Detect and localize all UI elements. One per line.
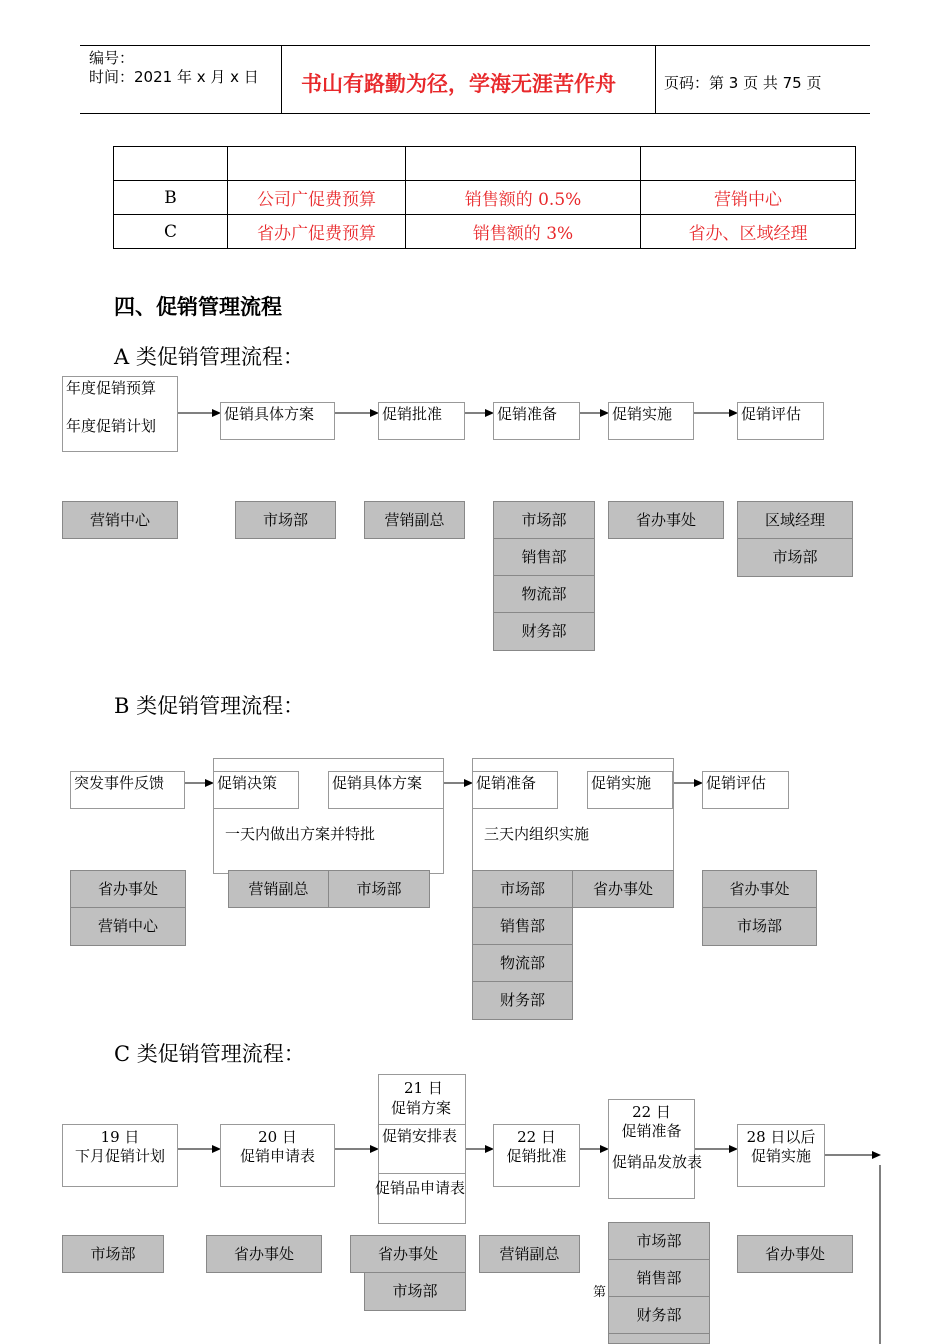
flow-c-step1-label: 下月促销计划 — [74, 1147, 165, 1165]
flow-c-dept: 市场部 — [364, 1272, 466, 1311]
flow-b-step-evaluate: 促销评估 — [702, 771, 789, 809]
flow-b-step-plan: 促销具体方案 — [328, 771, 444, 809]
flow-c-step5 — [608, 1099, 703, 1199]
flow-c-step5-bottom: 促销品发放表 — [612, 1153, 703, 1171]
section-title: 四、促销管理流程 — [114, 294, 282, 319]
flow-b-dept: 财务部 — [472, 981, 573, 1020]
flow-a-dept: 市场部 — [493, 501, 595, 539]
flow-c-dept: 省办事处 — [350, 1235, 466, 1273]
flow-c-step1 — [62, 1124, 178, 1187]
flow-b-title: B 类促销管理流程： — [114, 694, 305, 718]
flow-c-step3-mid: 促销安排表 — [378, 1124, 466, 1174]
header-motto: 书山有路勤为径，学海无涯苦作舟 — [301, 71, 616, 96]
table-cell: 省办广促费预算 — [228, 215, 406, 249]
flow-c-step3-bottom: 促销品申请表 — [375, 1179, 466, 1197]
flow-c-step6-day: 28 日以后 — [746, 1128, 816, 1146]
flow-a-dept: 营销副总 — [364, 501, 465, 539]
flow-c-step2-day: 20 日 — [258, 1128, 297, 1146]
flow-b-dept: 省办事处 — [70, 870, 186, 908]
flow-b-step-decision: 促销决策 — [213, 771, 299, 809]
flow-b-dept: 营销副总 — [228, 870, 329, 908]
table-cell: 公司广促费预算 — [228, 181, 406, 215]
flow-a-dept: 市场部 — [737, 538, 853, 577]
flow-b-dept: 销售部 — [472, 907, 573, 945]
flow-c-dept: 省办事处 — [206, 1235, 322, 1273]
flow-b-dept: 省办事处 — [572, 870, 674, 908]
flow-c-step4-label: 促销批准 — [506, 1147, 567, 1165]
document-time: 时间：2021 年 x 月 x 日 — [89, 68, 259, 86]
flow-c-step6-label: 促销实施 — [750, 1147, 811, 1165]
flow-a-dept: 销售部 — [493, 538, 595, 576]
flow-c-dept: 市场部 — [608, 1222, 710, 1260]
flow-b-dept: 物流部 — [472, 944, 573, 982]
table-cell: 营销中心 — [641, 181, 856, 215]
flow-a-step-execute: 促销实施 — [608, 402, 694, 440]
flow-c-step3-label: 促销方案 — [391, 1099, 452, 1117]
flow-c-stray-text: 第 — [593, 1285, 607, 1300]
flow-c-step3-day: 21 日 — [404, 1079, 443, 1097]
flow-a-step-approve: 促销批准 — [378, 402, 465, 440]
table-cell: 省办、区域经理 — [641, 215, 856, 249]
flow-c-step4 — [493, 1124, 580, 1187]
flow-a-start-top: 年度促销预算 — [66, 379, 157, 397]
flow-a-dept: 财务部 — [493, 612, 595, 651]
document-number: 编号： — [89, 49, 135, 67]
page-number: 页码：第 3 页 共 75 页 — [664, 74, 822, 92]
flow-a-start-bottom: 年度促销计划 — [66, 417, 157, 435]
flow-c-step5-label: 促销准备 — [621, 1122, 682, 1140]
flow-a-dept: 物流部 — [493, 575, 595, 613]
flow-c-dept: 财务部 — [608, 1296, 710, 1334]
flow-c-dept: 销售部 — [608, 1259, 710, 1297]
flow-c-step2-label: 促销申请表 — [239, 1147, 315, 1165]
flow-a-step-evaluate: 促销评估 — [737, 402, 824, 440]
flow-a-title: A 类促销管理流程： — [114, 345, 304, 369]
flow-b-dept: 市场部 — [702, 907, 817, 946]
flow-a-dept: 省办事处 — [608, 501, 724, 539]
table-cell: B — [114, 181, 228, 215]
flow-c-dept: 省办事处 — [737, 1235, 853, 1273]
table-cell: C — [114, 215, 228, 249]
flow-c-step5-day: 22 日 — [632, 1103, 671, 1121]
flow-b-dept: 省办事处 — [702, 870, 817, 908]
flow-b-step-execute: 促销实施 — [587, 771, 673, 809]
flow-a-step-plan: 促销具体方案 — [220, 402, 335, 440]
flow-a-dept: 区域经理 — [737, 501, 853, 539]
flow-b-step-prepare: 促销准备 — [472, 771, 558, 809]
flow-b-dept: 营销中心 — [70, 907, 186, 946]
flow-c-step4-day: 22 日 — [517, 1128, 556, 1146]
flow-c-dept: 市场部 — [62, 1235, 164, 1273]
flow-b-group2-note: 三天内组织实施 — [484, 825, 590, 843]
flow-c-step6 — [737, 1124, 825, 1187]
flow-a-dept: 营销中心 — [62, 501, 178, 539]
table-cell: 销售额的 3% — [406, 215, 641, 249]
flow-b-dept: 市场部 — [328, 870, 430, 908]
table-cell: 销售额的 0.5% — [406, 181, 641, 215]
flow-c-dept: 营销副总 — [479, 1235, 580, 1273]
flow-a-step-prepare: 促销准备 — [493, 402, 580, 440]
flow-b-group1-note: 一天内做出方案并特批 — [225, 825, 376, 843]
flow-a-dept: 市场部 — [235, 501, 336, 539]
flow-b-dept: 市场部 — [472, 870, 573, 908]
flow-c-title: C 类促销管理流程： — [114, 1042, 305, 1066]
flow-c-step1-day: 19 日 — [100, 1128, 140, 1146]
flow-c-dept-partial — [608, 1333, 710, 1344]
flow-a-start-box — [62, 376, 178, 452]
flow-c-step2 — [220, 1124, 335, 1187]
flow-b-start: 突发事件反馈 — [70, 771, 185, 809]
